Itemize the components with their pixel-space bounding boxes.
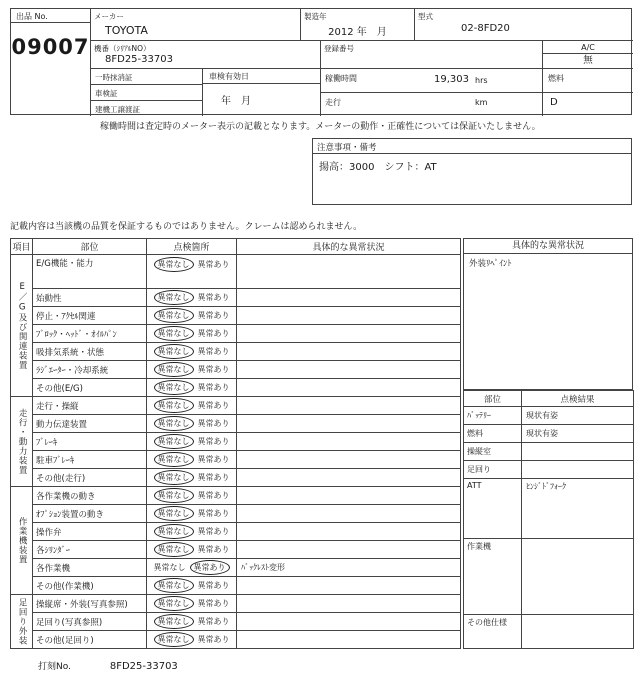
inspection-row xyxy=(11,325,461,343)
group-label-4 xyxy=(11,595,33,649)
check-result xyxy=(147,307,237,325)
check-result xyxy=(147,577,237,595)
abnormality-detail xyxy=(237,631,461,649)
status-ok-selected: 異常なし xyxy=(154,398,194,413)
group-label-text: E／G及び関連装置 xyxy=(17,281,28,370)
status-ok-selected: 異常なし xyxy=(154,632,194,647)
part-name: 足回り xyxy=(464,461,522,479)
status-ok-selected: 異常なし xyxy=(154,380,194,395)
status-ng: 異常あり xyxy=(197,365,230,374)
part-result: 現状有姿 xyxy=(522,407,634,425)
inspection-row xyxy=(11,613,461,631)
status-ng: 異常あり xyxy=(197,401,230,410)
abnormality-detail xyxy=(237,595,461,613)
model-cell xyxy=(415,9,633,41)
fuel-value: D xyxy=(550,97,558,108)
parts-row xyxy=(464,615,634,649)
status-ok-selected: 異常なし xyxy=(154,290,194,305)
part-name: その他(作業機) xyxy=(33,577,147,595)
operating-hours-unit: hrs xyxy=(475,76,488,85)
shaken-valid-cell xyxy=(203,69,321,116)
inspection-row xyxy=(11,451,461,469)
status-ok-selected: 異常なし xyxy=(154,452,194,467)
group-label-text: 作業機装置 xyxy=(17,516,28,565)
status-ok-selected: 異常なし xyxy=(154,614,194,629)
status-ok-selected: 異常なし xyxy=(154,578,194,593)
shaken-valid-label: 車検有効日 xyxy=(203,69,320,84)
stamp-no-label: 打刻No. xyxy=(38,662,71,672)
status-ng: 異常あり xyxy=(197,509,230,518)
status-ng: 異常あり xyxy=(197,383,230,392)
inspection-row xyxy=(11,595,461,613)
abnormality-detail: ﾊﾞｯｸﾚｽﾄ変形 xyxy=(237,559,461,577)
abnormality-detail xyxy=(237,343,461,361)
meter-disclaimer-note: 稼働時間は査定時のメーター表示の記載となります。メーターの動作・正確性については保証いたしません。 xyxy=(100,122,541,132)
mfg-year-label: 製造年 xyxy=(304,12,327,21)
check-result xyxy=(147,255,237,289)
part-name: 足回り(写真参照) xyxy=(33,613,147,631)
cert-shaken: 車検証 xyxy=(91,85,202,101)
inspection-header-row xyxy=(11,239,461,255)
maker-value: TOYOTA xyxy=(105,24,148,37)
part-name: 操作弁 xyxy=(33,523,147,541)
inspection-row xyxy=(11,255,461,289)
ac-label: A/C xyxy=(543,41,633,54)
check-result xyxy=(147,415,237,433)
part-name: ﾗｼﾞｴｰﾀｰ・冷却系統 xyxy=(33,361,147,379)
header-table xyxy=(10,8,632,115)
part-name: 各ｼﾘﾝﾀﾞｰ xyxy=(33,541,147,559)
serial-cell xyxy=(91,41,321,69)
part-name: 駐車ﾌﾞﾚｰｷ xyxy=(33,451,147,469)
status-ng: 異常あり xyxy=(197,635,230,644)
check-result xyxy=(147,631,237,649)
status-ng: 異常あり xyxy=(197,527,230,536)
check-result xyxy=(147,361,237,379)
group-label-text: 足回り外装 xyxy=(17,597,28,646)
part-result xyxy=(522,461,634,479)
inspection-row xyxy=(11,379,461,397)
model-value: 02-8FD20 xyxy=(461,23,510,34)
status-ng: 異常あり xyxy=(197,347,230,356)
status-ok-selected: 異常なし xyxy=(154,524,194,539)
part-name: ﾌﾞﾛｯｸ・ﾍｯﾄﾞ・ｵｲﾙﾊﾟﾝ xyxy=(33,325,147,343)
status-ng: 異常あり xyxy=(197,260,230,269)
stamp-number-row xyxy=(38,659,632,672)
fuel-label: 燃料 xyxy=(543,69,633,93)
status-ok-selected: 異常なし xyxy=(154,326,194,341)
inspection-area xyxy=(10,238,632,649)
mileage-row xyxy=(321,93,542,115)
check-result xyxy=(147,595,237,613)
group-label-2 xyxy=(11,397,33,487)
remarks-content: 揚高：3000 シフト：AT xyxy=(319,162,437,173)
status-ok-selected: 異常なし xyxy=(154,257,194,272)
part-name: 始動性 xyxy=(33,289,147,307)
part-name: 操縦席・外装(写真参照) xyxy=(33,595,147,613)
part-name: 操縦室 xyxy=(464,443,522,461)
maker-cell xyxy=(91,9,301,41)
status-ng: 異常あり xyxy=(197,581,230,590)
hours-mileage-cell xyxy=(321,69,543,116)
abnormality-detail xyxy=(237,379,461,397)
part-name: その他(E/G) xyxy=(33,379,147,397)
check-result xyxy=(147,523,237,541)
status-ng: 異常あり xyxy=(197,491,230,500)
cert-transfer: 建機工譲渡証 xyxy=(95,105,140,114)
abnormality-detail xyxy=(237,433,461,451)
exhibit-no-cell xyxy=(11,23,91,116)
part-name: 吸排気系統・状態 xyxy=(33,343,147,361)
check-result xyxy=(147,505,237,523)
check-result xyxy=(147,613,237,631)
group-label-1 xyxy=(11,255,33,397)
exhibit-no-value: 09007 xyxy=(11,35,90,59)
part-name: 各作業機の動き xyxy=(33,487,147,505)
abnormality-detail xyxy=(237,469,461,487)
group-label-3 xyxy=(11,487,33,595)
part-name: その他仕様 xyxy=(464,615,522,649)
part-name: ﾌﾞﾚｰｷ xyxy=(33,433,147,451)
registration-cell xyxy=(321,41,543,69)
check-result xyxy=(147,487,237,505)
part-name: その他(走行) xyxy=(33,469,147,487)
check-result xyxy=(147,451,237,469)
part-name: E/G機能・能力 xyxy=(33,255,147,289)
mileage-label: 走行 xyxy=(325,98,341,107)
certificates-cell xyxy=(91,69,203,116)
remarks-title: 注意事項・備考 xyxy=(313,139,631,154)
status-ok-selected: 異常なし xyxy=(154,434,194,449)
remarks-box xyxy=(312,138,632,205)
status-ng: 異常あり xyxy=(197,545,230,554)
part-result: ﾋﾝｼﾞﾄﾞﾌｫｰｸ xyxy=(522,479,634,539)
abnormality-detail xyxy=(237,307,461,325)
inspection-table-body xyxy=(11,255,461,649)
mileage-unit: km xyxy=(475,98,488,107)
status-ok-selected: 異常なし xyxy=(154,542,194,557)
col-part-result: 点検結果 xyxy=(522,391,634,407)
status-ng: 異常あり xyxy=(197,329,230,338)
inspection-row xyxy=(11,559,461,577)
col-detail: 具体的な異常状況 xyxy=(237,239,461,255)
stamp-no-value: 8FD25-33703 xyxy=(109,661,178,672)
status-ng: 異常あり xyxy=(197,437,230,446)
inspection-row xyxy=(11,307,461,325)
part-name: その他(足回り) xyxy=(33,631,147,649)
check-result xyxy=(147,325,237,343)
maker-label: メーカー xyxy=(94,12,124,21)
check-result xyxy=(147,379,237,397)
status-ok-selected: 異常なし xyxy=(154,470,194,485)
status-ng: 異常あり xyxy=(197,419,230,428)
serial-label: 機番（ｼﾘｱﾙNO） xyxy=(94,44,151,53)
group-label-text: 走行・動力装置 xyxy=(17,408,28,475)
inspection-table xyxy=(10,238,461,649)
inspection-row xyxy=(11,343,461,361)
status-ng-selected: 異常あり xyxy=(190,560,230,575)
status-ok-selected: 異常なし xyxy=(154,362,194,377)
col-item: 項目 xyxy=(11,239,33,255)
status-ok-selected: 異常なし xyxy=(154,344,194,359)
cert-deregistration: 一時抹消証 xyxy=(91,69,202,85)
ac-cell xyxy=(543,41,633,69)
part-name: 各作業機 xyxy=(33,559,147,577)
exhibit-no-label: 出品 No. xyxy=(11,9,91,23)
abnormality-detail xyxy=(237,397,461,415)
parts-header-row xyxy=(464,391,634,407)
serial-value: 8FD25-33703 xyxy=(105,54,173,65)
check-result xyxy=(147,289,237,307)
parts-row xyxy=(464,443,634,461)
inspection-row xyxy=(11,397,461,415)
right-panel xyxy=(463,238,633,649)
abnormality-detail xyxy=(237,289,461,307)
abnormality-detail xyxy=(237,523,461,541)
model-label: 型式 xyxy=(418,12,433,21)
status-ok: 異常なし xyxy=(153,563,186,572)
status-ok-selected: 異常なし xyxy=(154,596,194,611)
check-result xyxy=(147,541,237,559)
col-part: 部位 xyxy=(33,239,147,255)
operating-hours-value: 19,303 xyxy=(434,74,469,85)
shaken-valid-value: 年 月 xyxy=(221,96,251,107)
part-result xyxy=(522,539,634,615)
parts-row xyxy=(464,425,634,443)
status-ng: 異常あり xyxy=(197,311,230,320)
part-name: 動力伝達装置 xyxy=(33,415,147,433)
status-ok-selected: 異常なし xyxy=(154,416,194,431)
operating-hours-row xyxy=(321,69,542,93)
status-ng: 異常あり xyxy=(197,599,230,608)
part-name: ｵﾌﾟｼｮﾝ装置の動き xyxy=(33,505,147,523)
abnormality-detail xyxy=(237,487,461,505)
col-check: 点検箇所 xyxy=(147,239,237,255)
parts-row xyxy=(464,479,634,539)
parts-row xyxy=(464,539,634,615)
check-result xyxy=(147,397,237,415)
quality-disclaimer: 記載内容は当該機の品質を保証するものではありません。クレームは認められません。 xyxy=(10,222,363,232)
parts-table-body xyxy=(464,407,634,649)
status-ok-selected: 異常なし xyxy=(154,308,194,323)
mfg-year-cell xyxy=(301,9,415,41)
status-ng: 異常あり xyxy=(197,455,230,464)
part-name: ﾊﾞｯﾃﾘｰ xyxy=(464,407,522,425)
check-result xyxy=(147,469,237,487)
abnormality-detail xyxy=(237,451,461,469)
inspection-row xyxy=(11,577,461,595)
status-ng: 異常あり xyxy=(197,617,230,626)
status-ng: 異常あり xyxy=(197,293,230,302)
abnormality-detail xyxy=(237,541,461,559)
abnormality-detail xyxy=(237,505,461,523)
status-ng: 異常あり xyxy=(197,473,230,482)
inspection-row xyxy=(11,541,461,559)
registration-label: 登録番号 xyxy=(324,44,354,53)
abnormality-detail xyxy=(237,415,461,433)
ac-value: 無 xyxy=(583,55,593,66)
inspection-row xyxy=(11,523,461,541)
parts-row xyxy=(464,407,634,425)
status-ok-selected: 異常なし xyxy=(154,506,194,521)
abnormality-detail xyxy=(237,577,461,595)
part-name: 停止・ｱｸｾﾙ関連 xyxy=(33,307,147,325)
inspection-row xyxy=(11,289,461,307)
abnormality-detail xyxy=(237,325,461,343)
inspection-row xyxy=(11,487,461,505)
part-name: 作業機 xyxy=(464,539,522,615)
part-result xyxy=(522,615,634,649)
check-result xyxy=(147,343,237,361)
inspection-row xyxy=(11,469,461,487)
part-name: ATT xyxy=(464,479,522,539)
fuel-cell xyxy=(543,69,633,116)
inspection-row xyxy=(11,505,461,523)
check-result xyxy=(147,433,237,451)
inspection-row xyxy=(11,631,461,649)
inspection-row xyxy=(11,415,461,433)
part-result: 現状有姿 xyxy=(522,425,634,443)
part-result xyxy=(522,443,634,461)
parts-result-table xyxy=(463,390,634,649)
mfg-year-value: 2012 年 月 xyxy=(328,27,387,38)
status-ok-selected: 異常なし xyxy=(154,488,194,503)
inspection-row xyxy=(11,361,461,379)
detail-panel-content: 外装ﾘﾍﾟｲﾝﾄ xyxy=(463,254,633,390)
operating-hours-label: 稼働時間 xyxy=(325,74,357,83)
detail-panel-header: 具体的な異常状況 xyxy=(463,238,633,254)
abnormality-detail xyxy=(237,361,461,379)
abnormality-detail xyxy=(237,613,461,631)
part-name: 燃料 xyxy=(464,425,522,443)
parts-row xyxy=(464,461,634,479)
inspection-row xyxy=(11,433,461,451)
abnormality-detail xyxy=(237,255,461,289)
part-name: 走行・操縦 xyxy=(33,397,147,415)
check-result xyxy=(147,559,237,577)
col-part-name: 部位 xyxy=(464,391,522,407)
